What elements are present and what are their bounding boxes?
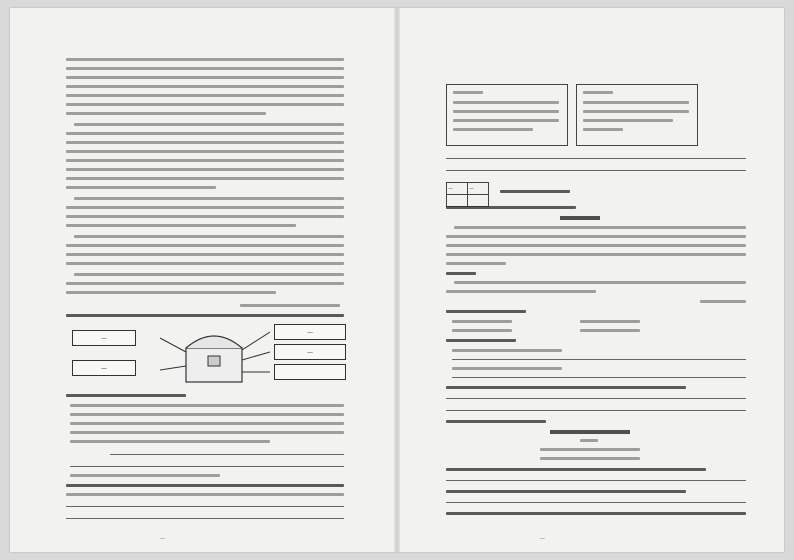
- page-footer: —: [160, 536, 165, 542]
- text-line: [70, 431, 344, 434]
- text-line: [580, 320, 640, 323]
- question-text: [446, 386, 686, 389]
- text-line: [66, 262, 344, 265]
- question-text: [446, 420, 546, 423]
- text-line: [70, 440, 270, 443]
- text-line: [580, 329, 640, 332]
- text-line: [74, 197, 344, 200]
- text-line: [454, 226, 746, 229]
- text-line: [66, 159, 344, 162]
- text-line: [66, 150, 344, 153]
- text-line: [70, 422, 344, 425]
- passage-title: [560, 216, 600, 220]
- text-line: [66, 58, 344, 61]
- text-line: [583, 128, 623, 131]
- text-line: [66, 168, 344, 171]
- blank-box[interactable]: —: [72, 360, 136, 376]
- section-heading: [500, 190, 570, 193]
- question-text: [66, 314, 344, 317]
- text-line: [446, 290, 596, 293]
- answer-line[interactable]: [446, 480, 746, 481]
- label-box: —: [72, 330, 136, 346]
- blank-box[interactable]: [274, 364, 346, 380]
- score-cell: —: [468, 183, 489, 195]
- score-cell[interactable]: [447, 195, 468, 207]
- answer-line[interactable]: [446, 502, 746, 503]
- text-line: [452, 349, 562, 352]
- text-line: [66, 253, 344, 256]
- poem-title: [550, 430, 630, 434]
- text-line: [70, 474, 220, 477]
- answer-line[interactable]: [70, 466, 344, 467]
- answer-line[interactable]: [452, 377, 746, 378]
- question-text: [446, 310, 526, 313]
- text-line: [453, 110, 559, 113]
- answer-line[interactable]: [110, 454, 344, 455]
- question-text: [446, 206, 576, 209]
- question-text: [446, 512, 746, 515]
- question-text: [66, 484, 344, 487]
- text-line: [453, 91, 483, 94]
- text-line: [454, 281, 746, 284]
- text-line: [66, 186, 216, 189]
- section-heading: [446, 272, 476, 275]
- text-line: [452, 329, 512, 332]
- text-line: [66, 215, 344, 218]
- text-line: [66, 141, 344, 144]
- exam-spread: [10, 8, 784, 552]
- answer-line[interactable]: [446, 158, 746, 159]
- text-line: [66, 282, 344, 285]
- text-line: [74, 235, 344, 238]
- text-line: [452, 320, 512, 323]
- text-line: [66, 67, 344, 70]
- text-line: [453, 101, 559, 104]
- text-line: [66, 103, 344, 106]
- text-line: [70, 404, 344, 407]
- source-line: [700, 300, 746, 303]
- text-line: [66, 85, 344, 88]
- answer-line[interactable]: [446, 398, 746, 399]
- text-line: [453, 128, 533, 131]
- text-line: [74, 123, 344, 126]
- text-line: [446, 244, 746, 247]
- info-box: [576, 84, 698, 146]
- score-cell: —: [447, 183, 468, 195]
- poem-author: [580, 439, 598, 442]
- treasure-chest-icon: [160, 320, 270, 388]
- text-line: [66, 76, 344, 79]
- answer-line[interactable]: [446, 410, 746, 411]
- text-line: [66, 224, 296, 227]
- text-line: [66, 244, 344, 247]
- text-line: [583, 119, 673, 122]
- text-line: [66, 493, 344, 496]
- text-line: [66, 132, 344, 135]
- answer-line[interactable]: [446, 170, 746, 171]
- page-footer: —: [540, 536, 545, 542]
- text-line: [583, 101, 689, 104]
- answer-line[interactable]: [66, 506, 344, 507]
- question-text: [446, 490, 686, 493]
- text-line: [453, 119, 559, 122]
- question-text: [446, 468, 706, 471]
- question-text: [66, 394, 186, 397]
- text-line: [446, 262, 506, 265]
- text-line: [446, 253, 746, 256]
- text-line: [446, 235, 746, 238]
- text-line: [583, 91, 613, 94]
- text-line: [66, 291, 276, 294]
- text-line: [70, 413, 344, 416]
- text-line: [66, 177, 344, 180]
- text-line: [66, 112, 266, 115]
- right-page: [400, 8, 784, 552]
- text-line: [74, 273, 344, 276]
- score-table: [446, 182, 489, 207]
- text-line: [583, 110, 689, 113]
- answer-line[interactable]: [452, 359, 746, 360]
- poem-line: [540, 448, 640, 451]
- question-text: [446, 339, 516, 342]
- score-cell[interactable]: [468, 195, 489, 207]
- text-line: [452, 367, 562, 370]
- text-line: [66, 94, 344, 97]
- left-page: [10, 8, 394, 552]
- text-line: [66, 206, 344, 209]
- poem-line: [540, 457, 640, 460]
- answer-line[interactable]: [66, 518, 344, 519]
- label-box: —: [274, 324, 346, 340]
- info-box: [446, 84, 568, 146]
- blank-box[interactable]: —: [274, 344, 346, 360]
- source-line: [240, 304, 340, 307]
